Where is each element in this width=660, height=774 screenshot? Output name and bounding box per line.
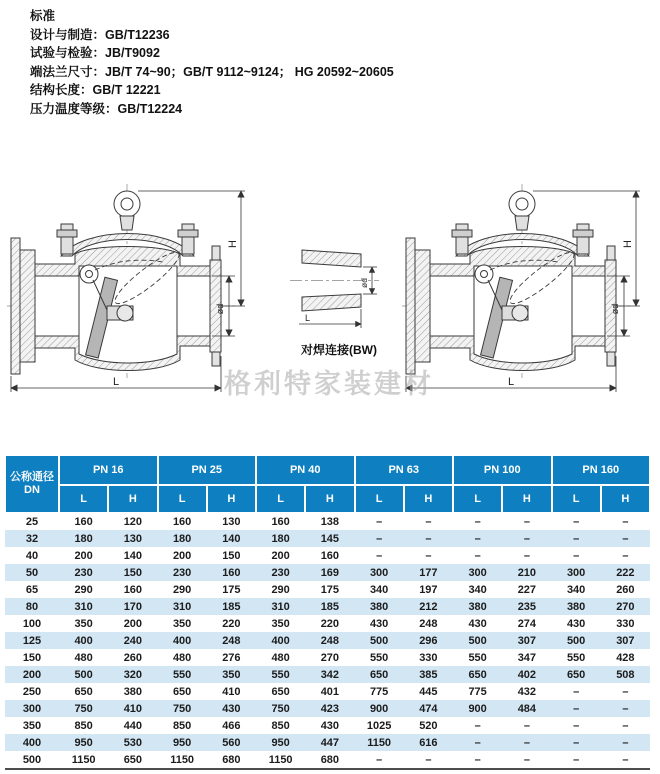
dim-cell: 310 — [158, 598, 207, 615]
dim-cell: 480 — [74, 651, 93, 664]
dim-cell: – — [552, 700, 601, 717]
dim-cell: 1150 — [59, 751, 108, 770]
dim-cell: 500 — [453, 632, 502, 649]
dim-cell: 320 — [108, 666, 157, 683]
dim-cell: 340 — [369, 583, 389, 596]
dim-cell: 1025 — [366, 719, 392, 732]
group-header-pn40: PN 40 — [256, 455, 355, 485]
dim-cell: 550 — [369, 651, 389, 664]
dim-cell: – — [502, 751, 551, 770]
dim-cell: 400 — [158, 632, 207, 649]
dim-cell: – — [453, 530, 502, 547]
dim-cell: 227 — [517, 583, 537, 596]
sub-header-h-3: H — [404, 485, 453, 513]
table-row-dn-25 — [5, 513, 650, 530]
dim-cell: 500 — [355, 632, 404, 649]
dim-cell: – — [622, 515, 629, 528]
dim-cell: 200 — [74, 549, 93, 562]
standards-title: 标准 — [30, 9, 56, 23]
dim-cell: 270 — [320, 651, 340, 664]
table-row-dn-80 — [5, 598, 650, 615]
table-row-dn-500 — [5, 751, 650, 770]
dim-cell: 650 — [453, 666, 502, 683]
drawings-section — [0, 170, 660, 455]
sub-header-h-0: H — [108, 485, 157, 513]
dim-cell: 240 — [108, 632, 157, 649]
dim-cell: 432 — [517, 685, 537, 698]
dim-label-l: L — [507, 376, 515, 388]
dn-cell: 65 — [25, 583, 39, 596]
dim-cell: 160 — [320, 549, 340, 562]
dim-cell: 230 — [59, 564, 108, 581]
dim-cell: 850 — [271, 719, 290, 732]
dim-cell: 430 — [369, 617, 389, 630]
dim-cell: 230 — [256, 564, 305, 581]
dim-cell: 150 — [222, 549, 241, 562]
dim-cell: 750 — [256, 700, 305, 717]
dim-cell: 650 — [74, 685, 93, 698]
table-row-dn-65 — [5, 581, 650, 598]
dim-cell: – — [474, 549, 481, 562]
table-row-dn-32 — [5, 530, 650, 547]
dim-cell: 350 — [172, 617, 192, 630]
dim-cell: – — [523, 549, 530, 562]
dim-cell: 401 — [320, 685, 340, 698]
table-row-dn-200 — [5, 666, 650, 683]
dim-cell: – — [376, 549, 383, 562]
dim-cell: – — [425, 515, 432, 528]
dim-cell: 160 — [74, 515, 93, 528]
dim-cell: 400 — [256, 632, 305, 649]
group-header-pn63: PN 63 — [355, 455, 454, 485]
dim-cell: – — [601, 751, 650, 770]
dn-cell: 400 — [5, 734, 59, 751]
dn-column-header — [5, 455, 59, 513]
dim-cell: 500 — [59, 666, 108, 683]
dim-cell: 650 — [552, 666, 601, 683]
dim-cell: – — [601, 530, 650, 547]
dim-cell: 1150 — [158, 751, 207, 770]
dim-cell: 680 — [207, 751, 256, 770]
dim-cell: – — [355, 751, 404, 770]
dim-cell: 484 — [502, 700, 551, 717]
dim-cell: 430 — [566, 617, 586, 630]
dim-cell: 150 — [108, 564, 157, 581]
dim-cell: 310 — [59, 598, 108, 615]
dim-cell: 185 — [207, 598, 256, 615]
dim-cell: 220 — [222, 617, 241, 630]
butt-weld-drawing — [287, 236, 391, 358]
dim-cell: 480 — [172, 651, 192, 664]
dim-cell: 1150 — [355, 734, 404, 751]
dim-cell: 248 — [207, 632, 256, 649]
dim-cell: 310 — [256, 598, 305, 615]
dim-cell: 775 — [468, 685, 487, 698]
butt-weld-pipe-sketch — [287, 236, 391, 336]
dim-cell: 342 — [305, 666, 354, 683]
dim-cell: 430 — [468, 617, 487, 630]
dim-cell: 650 — [172, 685, 192, 698]
dim-cell: 197 — [419, 583, 438, 596]
group-header-pn16: PN 16 — [59, 455, 158, 485]
sub-header-h-1: H — [207, 485, 256, 513]
dim-cell: 340 — [566, 583, 586, 596]
dim-cell: 385 — [404, 666, 453, 683]
sub-header-l-4: L — [453, 485, 502, 513]
dim-cell: – — [573, 549, 580, 562]
dn-cell: 40 — [25, 549, 39, 562]
dim-cell: 950 — [256, 734, 305, 751]
dim-cell: – — [622, 549, 629, 562]
dim-cell: 200 — [172, 549, 192, 562]
dim-cell: 330 — [419, 651, 438, 664]
dim-cell: 950 — [59, 734, 108, 751]
dim-cell: 307 — [502, 632, 551, 649]
table-row-dn-300 — [5, 700, 650, 717]
standards-line-pt-rating: 压力温度等级：GB/T12224 — [30, 101, 183, 116]
dim-cell: 430 — [320, 719, 340, 732]
check-valve-drawing-left — [5, 178, 250, 406]
dim-cell: – — [404, 530, 453, 547]
dn-cell: 25 — [25, 515, 39, 528]
standards-line-flange: 端法兰尺寸：JB/T 74~90；GB/T 9112~9124； HG 20592~20605 — [30, 64, 394, 79]
dim-cell: – — [552, 751, 601, 770]
dim-cell: 210 — [502, 564, 551, 581]
dim-cell: – — [622, 685, 629, 698]
dim-cell: – — [601, 734, 650, 751]
dim-cell: 274 — [517, 617, 537, 630]
group-header-pn160: PN 160 — [552, 455, 651, 485]
dim-cell: 300 — [355, 564, 404, 581]
dim-cell: 550 — [256, 666, 305, 683]
dim-cell: 160 — [271, 515, 290, 528]
dim-cell: – — [502, 530, 551, 547]
dim-cell: 410 — [108, 700, 157, 717]
dim-cell: 900 — [355, 700, 404, 717]
dn-header-line2: DN — [24, 484, 40, 496]
dim-cell: 140 — [207, 530, 256, 547]
dim-cell: – — [404, 751, 453, 770]
dim-cell: 380 — [552, 598, 601, 615]
dim-cell: – — [523, 719, 530, 732]
dim-cell: 248 — [419, 617, 438, 630]
dim-cell: 200 — [123, 617, 143, 630]
table-body — [5, 513, 650, 770]
table-row-dn-50 — [5, 564, 650, 581]
dim-cell: 350 — [271, 617, 290, 630]
sub-header-h-5: H — [601, 485, 650, 513]
dim-cell: 180 — [59, 530, 108, 547]
dim-cell: 447 — [305, 734, 354, 751]
dim-cell: 177 — [404, 564, 453, 581]
dim-cell: 550 — [468, 651, 487, 664]
sub-header-l-3: L — [355, 485, 404, 513]
dim-cell: 350 — [74, 617, 93, 630]
dn-cell: 250 — [22, 685, 42, 698]
dim-cell: 380 — [123, 685, 143, 698]
dim-cell: – — [622, 719, 629, 732]
dim-cell: 428 — [616, 651, 635, 664]
dim-cell: 270 — [601, 598, 650, 615]
dn-cell: 150 — [22, 651, 42, 664]
dim-cell: 466 — [222, 719, 241, 732]
dim-cell: 410 — [222, 685, 241, 698]
table-header — [5, 455, 650, 513]
dim-cell: 212 — [404, 598, 453, 615]
dim-cell: 480 — [271, 651, 290, 664]
table-row-dn-125 — [5, 632, 650, 649]
dim-cell: 650 — [108, 751, 157, 770]
valve-body-outline — [11, 191, 221, 374]
dim-cell: 560 — [207, 734, 256, 751]
dim-cell: 222 — [601, 564, 650, 581]
dim-cell: 445 — [419, 685, 438, 698]
dim-cell: 235 — [502, 598, 551, 615]
dim-cell: 175 — [222, 583, 241, 596]
group-header-pn25: PN 25 — [158, 455, 257, 485]
standards-section — [0, 0, 660, 170]
sub-header-l-2: L — [256, 485, 305, 513]
dim-cell: 850 — [172, 719, 192, 732]
dim-cell: 290 — [172, 583, 192, 596]
dim-cell: 550 — [158, 666, 207, 683]
dim-label-h: H — [227, 240, 239, 248]
dim-cell: 180 — [158, 530, 207, 547]
bw-dim-label-d: ød — [359, 278, 369, 288]
dim-cell: 220 — [320, 617, 340, 630]
dim-cell: 750 — [158, 700, 207, 717]
dim-cell: 474 — [404, 700, 453, 717]
sub-header-l-5: L — [552, 485, 601, 513]
dn-cell: 80 — [5, 598, 59, 615]
dim-cell: 180 — [256, 530, 305, 547]
dim-cell: 276 — [222, 651, 241, 664]
bw-dim-label-l: L — [305, 313, 311, 323]
dim-cell: 296 — [404, 632, 453, 649]
dim-cell: 380 — [453, 598, 502, 615]
butt-weld-caption: 对焊连接(BW) — [301, 343, 377, 357]
dim-cell: – — [502, 734, 551, 751]
dim-label-d: ød — [610, 303, 620, 315]
dim-cell: 300 — [552, 564, 601, 581]
dim-cell: – — [573, 719, 580, 732]
dn-cell: 50 — [5, 564, 59, 581]
dim-cell: 300 — [453, 564, 502, 581]
dim-cell: – — [523, 515, 530, 528]
dim-cell: 440 — [123, 719, 143, 732]
valve-body-outline — [406, 191, 616, 374]
dim-cell: 380 — [355, 598, 404, 615]
table-row-dn-150 — [5, 649, 650, 666]
standards-line-length: 结构长度：GB/T 12221 — [30, 83, 161, 97]
dim-cell: 775 — [369, 685, 389, 698]
dim-cell: 290 — [271, 583, 290, 596]
dim-cell: 290 — [74, 583, 93, 596]
dim-cell: – — [552, 734, 601, 751]
dn-cell: 300 — [5, 700, 59, 717]
dim-cell: 170 — [108, 598, 157, 615]
table-row-dn-100 — [5, 615, 650, 632]
dim-cell: – — [573, 685, 580, 698]
dim-cell: 402 — [502, 666, 551, 683]
dim-cell: – — [474, 719, 481, 732]
dim-cell: 750 — [59, 700, 108, 717]
sub-header-l-1: L — [158, 485, 207, 513]
sub-header-h-4: H — [502, 485, 551, 513]
dimension-table-section — [5, 455, 660, 770]
dim-cell: 200 — [271, 549, 290, 562]
dim-cell: 680 — [305, 751, 354, 770]
dim-cell: 500 — [552, 632, 601, 649]
group-header-pn100: PN 100 — [453, 455, 552, 485]
dim-cell: 347 — [517, 651, 537, 664]
dim-cell: 340 — [468, 583, 487, 596]
dim-cell: – — [474, 515, 481, 528]
dim-cell: 260 — [123, 651, 143, 664]
dim-cell: – — [601, 700, 650, 717]
dim-cell: 350 — [207, 666, 256, 683]
dim-cell: – — [355, 530, 404, 547]
dim-cell: – — [573, 515, 580, 528]
dim-cell: – — [552, 530, 601, 547]
sub-header-l-0: L — [59, 485, 108, 513]
dim-cell: – — [453, 751, 502, 770]
dim-cell: 169 — [305, 564, 354, 581]
standards-line-design: 设计与制造：GB/T12236 — [30, 27, 170, 42]
table-row-dn-250 — [5, 683, 650, 700]
sub-header-h-2: H — [305, 485, 354, 513]
dim-cell: 530 — [108, 734, 157, 751]
dim-cell: 430 — [207, 700, 256, 717]
dim-cell: 520 — [419, 719, 438, 732]
dim-cell: 160 — [207, 564, 256, 581]
dim-cell: 260 — [616, 583, 635, 596]
watermark-text: 格利特家装建材 — [224, 369, 434, 399]
table-row-dn-40 — [5, 547, 650, 564]
dim-cell: 140 — [123, 549, 143, 562]
dim-cell: – — [425, 549, 432, 562]
dim-cell: 330 — [616, 617, 635, 630]
dn-cell: 200 — [5, 666, 59, 683]
dim-label-d: ød — [215, 303, 225, 315]
dim-cell: 423 — [305, 700, 354, 717]
dim-cell: 160 — [172, 515, 192, 528]
dim-cell: 550 — [566, 651, 586, 664]
dim-cell: 616 — [404, 734, 453, 751]
dim-cell: 248 — [305, 632, 354, 649]
dim-cell: 130 — [222, 515, 241, 528]
dim-cell: 160 — [123, 583, 143, 596]
dn-cell: 125 — [5, 632, 59, 649]
standards-line-test: 试验与检验：JB/T9092 — [30, 46, 160, 60]
dim-cell: 120 — [123, 515, 143, 528]
table-row-dn-400 — [5, 734, 650, 751]
dn-cell: 32 — [5, 530, 59, 547]
dim-label-l: L — [112, 376, 120, 388]
dn-cell: 100 — [22, 617, 42, 630]
dim-cell: 1150 — [256, 751, 305, 770]
dim-cell: 650 — [355, 666, 404, 683]
dim-cell: 130 — [108, 530, 157, 547]
dim-cell: 900 — [453, 700, 502, 717]
dim-cell: 230 — [158, 564, 207, 581]
dn-cell: 350 — [22, 719, 42, 732]
dim-cell: 950 — [158, 734, 207, 751]
dim-cell: 307 — [601, 632, 650, 649]
dim-cell: 650 — [271, 685, 290, 698]
dim-cell: – — [453, 734, 502, 751]
dim-cell: 850 — [74, 719, 93, 732]
dim-cell: 508 — [601, 666, 650, 683]
dim-cell: 145 — [305, 530, 354, 547]
dimension-table — [5, 455, 650, 770]
dim-cell: 185 — [305, 598, 354, 615]
dim-label-h: H — [622, 240, 634, 248]
table-row-dn-350 — [5, 717, 650, 734]
dim-cell: 400 — [59, 632, 108, 649]
dim-cell: – — [376, 515, 383, 528]
dim-cell: 138 — [320, 515, 340, 528]
dn-header-line1: 公称通径 — [10, 471, 54, 483]
dim-cell: 175 — [320, 583, 340, 596]
dn-cell: 500 — [5, 751, 59, 770]
